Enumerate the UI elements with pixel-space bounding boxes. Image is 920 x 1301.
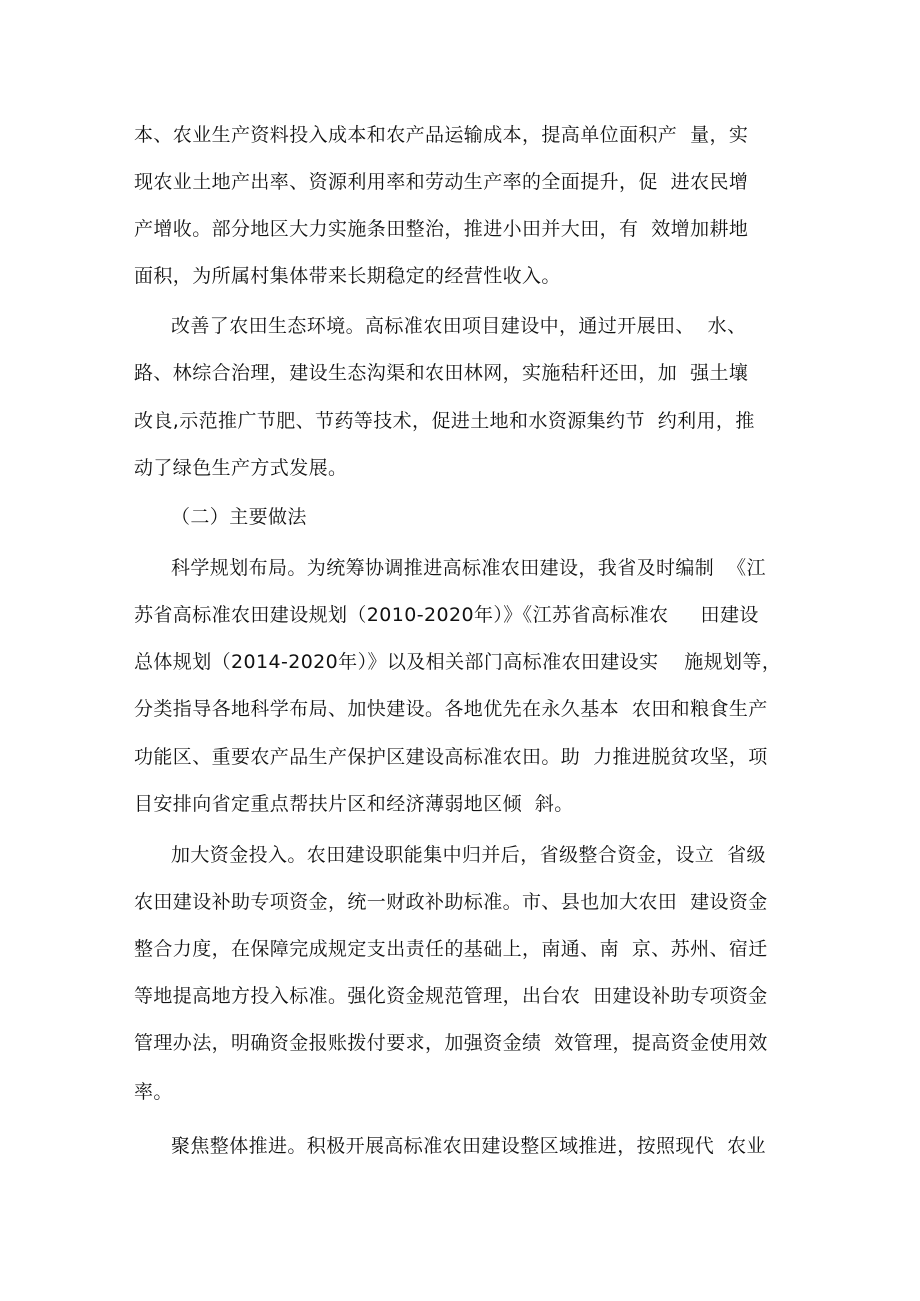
body-text-line: 现农业土地产出率、资源利用率和劳动生产率的全面提升，促 进农民增 — [134, 171, 749, 193]
body-text-line: 管理办法，明确资金报账拨付要求，加强资金绩 效管理，提高资金使用效 — [134, 1032, 768, 1054]
body-text-line: 路、林综合治理，建设生态沟渠和农田林网，实施秸秆还田，加 强土壤 — [134, 362, 749, 384]
paragraph-first-line: 加大资金投入。农田建设职能集中归并后，省级整合资金，设立 省级 — [171, 844, 766, 866]
body-text-line: 总体规划（2014-2020年）》以及相关部门高标准农田建设实 施规划等， — [134, 651, 782, 673]
section-heading: （二）主要做法 — [171, 506, 307, 528]
body-text-line: 目安排向省定重点帮扶片区和经济薄弱地区倾 斜。 — [134, 793, 574, 815]
body-text-line: 率。 — [134, 1081, 173, 1103]
body-text-line: 动了绿色生产方式发展。 — [134, 457, 348, 479]
body-text-line: 本、农业生产资料投入成本和农产品运输成本，提高单位面积产 量，实 — [134, 124, 749, 146]
paragraph-first-line: 聚焦整体推进。积极开展高标准农田建设整区域推进，按照现代 农业 — [171, 1135, 766, 1157]
paragraph-first-line: 改善了农田生态环境。高标准农田项目建设中，通过开展田、 水、 — [171, 315, 747, 337]
body-text-line: 苏省高标准农田建设规划（2010-2020年）》《江苏省高标准农 田建设 — [134, 604, 759, 626]
body-text-line: 功能区、重要农产品生产保护区建设高标准农田。助 力推进脱贫攻坚，项 — [134, 746, 768, 768]
body-text-line: 整合力度，在保障完成规定支出责任的基础上，南通、南 京、苏州、宿迁 — [134, 938, 768, 960]
paragraph-first-line: 科学规划布局。为统筹协调推进高标准农田建设，我省及时编制 《江 — [171, 557, 766, 579]
body-text-line: 等地提高地方投入标准。强化资金规范管理，出台农 田建设补助专项资金 — [134, 985, 768, 1007]
body-text-line: 面积，为所属村集体带来长期稳定的经营性收入。 — [134, 265, 561, 287]
body-text-line: 改良,示范推广节肥、节药等技术，促进土地和水资源集约节 约利用，推 — [134, 410, 755, 432]
body-text-line: 产增收。部分地区大力实施条田整治，推进小田并大田，有 效增加耕地 — [134, 218, 749, 240]
body-text-line: 农田建设补助专项资金，统一财政补助标准。市、县也加大农田 建设资金 — [134, 891, 768, 913]
body-text-line: 分类指导各地科学布局、加快建设。各地优先在永久基本 农田和粮食生产 — [134, 698, 768, 720]
